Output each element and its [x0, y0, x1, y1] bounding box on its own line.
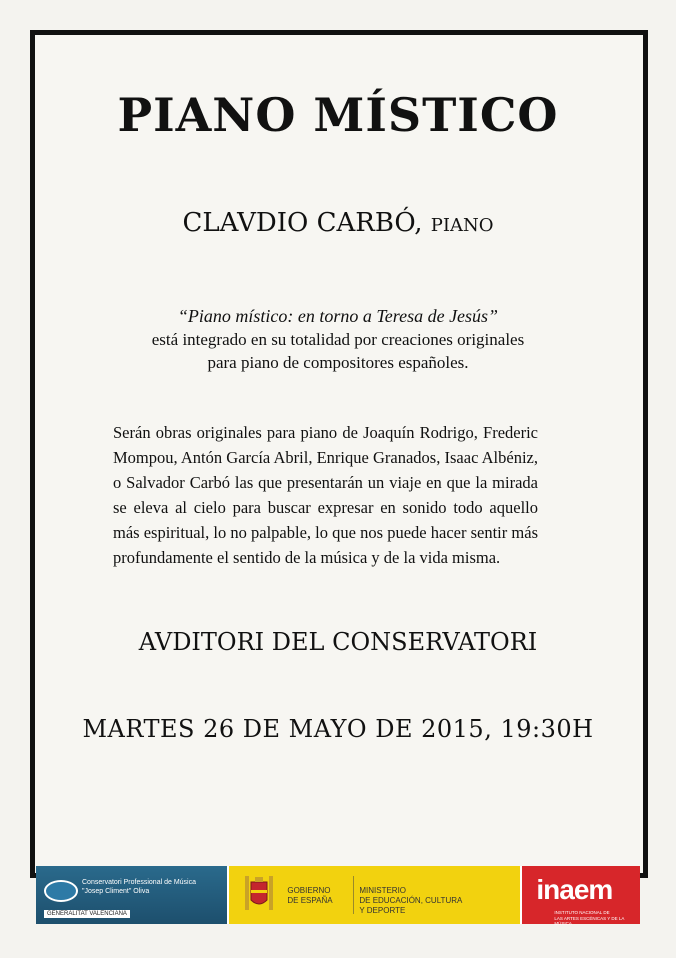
ministerio-label	[359, 886, 462, 916]
gobierno-label	[287, 886, 332, 906]
performer-line	[0, 208, 676, 238]
conservatori-name: Conservatori Professional de Música	[82, 879, 196, 886]
coat-of-arms-icon	[241, 874, 277, 916]
program-quote: “Piano místico: en torno a Teresa de Jesús”	[177, 306, 499, 326]
intro-line-2: para piano de compositores españoles.	[207, 353, 469, 372]
generalitat-label: GENERALITAT VALENCIANA	[44, 910, 130, 918]
ministerio-line-2: DE EDUCACIÓN, CULTURA	[359, 896, 463, 905]
conservatori-subname: "Josep Climent" Oliva	[82, 888, 150, 895]
gobierno-logo	[227, 866, 520, 924]
sponsor-logos	[36, 866, 640, 924]
venue: AVDITORI DEL CONSERVATORI	[138, 628, 538, 656]
inaem-logo	[520, 866, 640, 924]
gobierno-line-2: DE ESPAÑA	[287, 896, 333, 905]
inaem-sub-line-2: LAS ARTES ESCÉNICAS Y DE LA MÚSICA	[554, 915, 625, 926]
gobierno-line-1: GOBIERNO	[287, 886, 331, 895]
inaem-subtitle	[554, 910, 640, 927]
description-paragraph: Serán obras originales para piano de Joaquín Rodrigo, Frederic Mompou, Antón García Abril, Enrique Granados, Isaac Albéniz, o Salvador Carbó las que presentarán un viaje en que la mirada se eleva al cielo para buscar expresar en sonido todo aquello más espiritual, lo no palpable, lo que nos puede hacer sentir más profundamente el sentido de la música y de la vida misma.	[113, 423, 538, 567]
logo-divider	[353, 876, 354, 914]
intro-line-1: está integrado en su totalidad por creaciones originales	[151, 330, 525, 349]
conservatori-emblem-icon	[44, 880, 78, 902]
ministerio-line-1: MINISTERIO	[359, 886, 407, 895]
performer-name: CLAVDIO CARBÓ,	[182, 208, 423, 238]
poster-title: PIANO MÍSTICO	[117, 88, 559, 142]
inaem-sub-line-1: INSTITUTO NACIONAL DE	[554, 910, 610, 915]
inaem-wordmark: inaem	[536, 874, 613, 905]
ministerio-line-3: Y DEPORTE	[359, 906, 406, 915]
conservatori-logo	[36, 866, 227, 924]
event-date: MARTES 26 DE MAYO DE 2015, 19:30H	[82, 715, 594, 743]
performer-role: PIANO	[430, 215, 494, 236]
intro-paragraph	[120, 305, 556, 374]
